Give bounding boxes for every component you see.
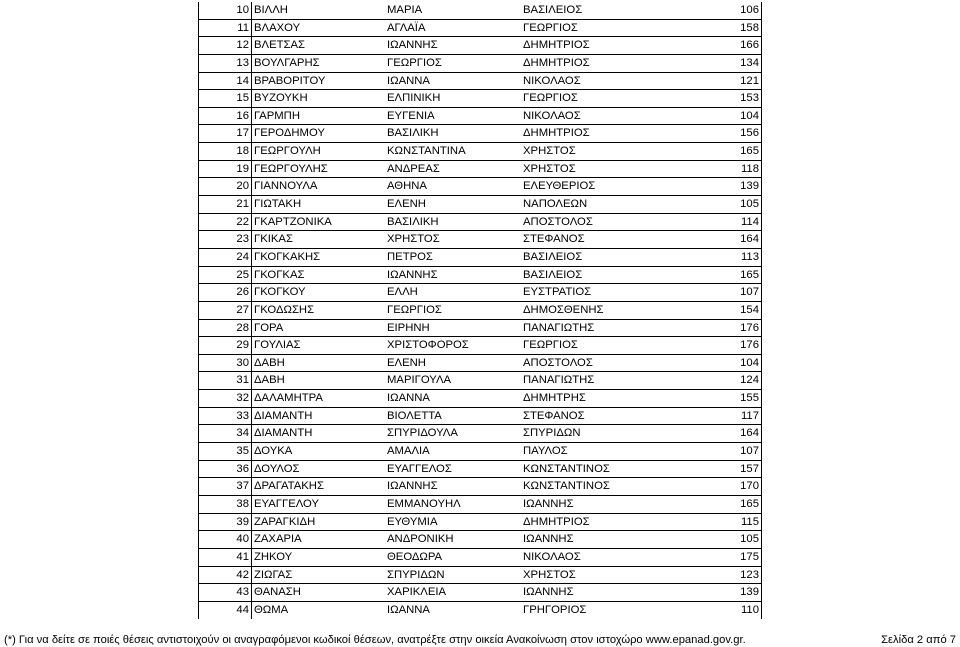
table-row	[199, 337, 761, 355]
father-name-cell: ΕΛΕΥΘΕΡΙΟΣ	[523, 180, 596, 193]
surname-cell: ΔΙΑΜΑΝΤΗ	[251, 425, 385, 442]
surname-cell: ΒΥΖΟΥΚΗ	[251, 90, 385, 107]
position-code-cell: 170	[740, 480, 759, 493]
first-name-cell: ΣΠΥΡΙΔΟΥΛΑ	[387, 427, 458, 440]
first-name-cell: ΘΕΟΔΩΡΑ	[387, 550, 443, 563]
table-row	[199, 408, 761, 426]
first-name-cell: ΓΕΩΡΓΙΟΣ	[387, 56, 442, 69]
position-code-cell: 107	[740, 286, 759, 299]
position-code-cell: 156	[740, 127, 759, 140]
father-name-cell: ΓΕΩΡΓΙΟΣ	[523, 339, 578, 352]
table-row	[199, 55, 761, 73]
position-code-cell: 105	[740, 198, 759, 211]
row-number-cell: 16	[236, 109, 249, 122]
table-row	[199, 443, 761, 461]
row-number-cell: 43	[236, 586, 249, 599]
father-name-cell: ΧΡΗΣΤΟΣ	[523, 568, 576, 581]
first-name-cell: ΒΑΣΙΛΙΚΗ	[387, 215, 439, 228]
position-code-cell: 113	[740, 250, 759, 263]
surname-cell: ΓΙΑΝΝΟΥΛΑ	[251, 178, 385, 195]
father-name-cell: ΔΗΜΗΤΡΙΟΣ	[523, 39, 590, 52]
table-row	[199, 320, 761, 338]
row-number-cell: 42	[236, 568, 249, 581]
position-code-cell: 176	[740, 321, 759, 334]
position-code-cell: 123	[740, 568, 759, 581]
father-name-cell: ΣΤΕΦΑΝΟΣ	[523, 409, 585, 422]
table-row	[199, 602, 761, 620]
father-name-cell: ΒΑΣΙΛΕΙΟΣ	[523, 268, 583, 281]
surname-cell: ΘΩΜΑ	[251, 602, 385, 620]
row-number-cell: 12	[236, 39, 249, 52]
surname-cell: ΘΑΝΑΣΗ	[251, 584, 385, 601]
table-row	[199, 231, 761, 249]
table-row	[199, 478, 761, 496]
table-row	[199, 267, 761, 285]
surname-cell: ΓΕΩΡΓΟΥΛΗ	[251, 143, 385, 160]
father-name-cell: ΠΑΝΑΓΙΩΤΗΣ	[523, 374, 595, 387]
first-name-cell: ΕΥΘΥΜΙΑ	[387, 515, 438, 528]
father-name-cell: ΔΗΜΗΤΡΗΣ	[523, 392, 586, 405]
position-code-cell: 121	[740, 74, 759, 87]
position-code-cell: 153	[740, 92, 759, 105]
surname-cell: ΒΛΑΧΟΥ	[251, 20, 385, 37]
position-code-cell: 175	[740, 550, 759, 563]
position-code-cell: 115	[740, 515, 759, 528]
surname-cell: ΓΑΡΜΠΗ	[251, 108, 385, 125]
surname-cell: ΓΚΟΓΚΑΣ	[251, 267, 385, 284]
father-name-cell: ΒΑΣΙΛΕΙΟΣ	[523, 250, 583, 263]
row-number-cell: 19	[236, 162, 249, 175]
father-name-cell: ΑΠΟΣΤΟΛΟΣ	[523, 215, 593, 228]
surname-cell: ΓΟΥΛΙΑΣ	[251, 337, 385, 354]
first-name-cell: ΑΝΔΡΟΝΙΚΗ	[387, 533, 454, 546]
father-name-cell: ΝΙΚΟΛΑΟΣ	[523, 550, 581, 563]
position-code-cell: 157	[740, 462, 759, 475]
table-row	[199, 73, 761, 91]
surname-cell: ΓΟΡΑ	[251, 320, 385, 337]
first-name-cell: ΧΡΗΣΤΟΣ	[387, 233, 440, 246]
first-name-cell: ΕΥΑΓΓΕΛΟΣ	[387, 462, 452, 475]
table-row	[199, 390, 761, 408]
table-row	[199, 567, 761, 585]
father-name-cell: ΔΗΜΗΤΡΙΟΣ	[523, 515, 590, 528]
father-name-cell: ΙΩΑΝΝΗΣ	[523, 586, 574, 599]
table-row	[199, 161, 761, 179]
surname-cell: ΔΙΑΜΑΝΤΗ	[251, 408, 385, 425]
row-number-cell: 23	[236, 233, 249, 246]
father-name-cell: ΔΗΜΗΤΡΙΟΣ	[523, 56, 590, 69]
position-code-cell: 104	[740, 356, 759, 369]
row-number-cell: 44	[236, 603, 249, 616]
father-name-cell: ΔΗΜΗΤΡΙΟΣ	[523, 127, 590, 140]
table-row	[199, 284, 761, 302]
row-number-cell: 26	[236, 286, 249, 299]
father-name-cell: ΒΑΣΙΛΕΙΟΣ	[523, 4, 583, 16]
row-number-cell: 10	[236, 4, 249, 16]
first-name-cell: ΑΝΔΡΕΑΣ	[387, 162, 440, 175]
table-row	[199, 143, 761, 161]
table-row	[199, 531, 761, 549]
first-name-cell: ΒΙΟΛΕΤΤΑ	[387, 409, 442, 422]
position-code-cell: 118	[740, 162, 759, 175]
surname-cell: ΓΚΟΔΩΣΗΣ	[251, 302, 385, 319]
surname-cell: ΔΑΛΑΜΗΤΡΑ	[251, 390, 385, 407]
position-code-cell: 139	[740, 180, 759, 193]
father-name-cell: ΙΩΑΝΝΗΣ	[523, 497, 574, 510]
table-row	[199, 372, 761, 390]
table-row	[199, 584, 761, 602]
surname-cell: ΖΗΚΟΥ	[251, 549, 385, 566]
row-number-cell: 22	[236, 215, 249, 228]
first-name-cell: ΧΑΡΙΚΛΕΙΑ	[387, 586, 447, 599]
row-number-cell: 38	[236, 497, 249, 510]
first-name-cell: ΕΛΛΗ	[387, 286, 418, 299]
position-code-cell: 107	[740, 445, 759, 458]
row-number-cell: 40	[236, 533, 249, 546]
father-name-cell: ΓΕΩΡΓΙΟΣ	[523, 92, 578, 105]
row-number-cell: 15	[236, 92, 249, 105]
row-number-cell: 13	[236, 56, 249, 69]
table-row	[199, 2, 761, 20]
surname-cell: ΖΙΩΓΑΣ	[251, 567, 385, 584]
first-name-cell: ΙΩΑΝΝΗΣ	[387, 480, 438, 493]
position-code-cell: 165	[740, 145, 759, 158]
father-name-cell: ΝΙΚΟΛΑΟΣ	[523, 109, 581, 122]
row-number-cell: 20	[236, 180, 249, 193]
row-number-cell: 32	[236, 392, 249, 405]
table-row	[199, 90, 761, 108]
first-name-cell: ΠΕΤΡΟΣ	[387, 250, 433, 263]
table-row	[199, 496, 761, 514]
first-name-cell: ΕΛΕΝΗ	[387, 356, 426, 369]
position-code-cell: 158	[740, 21, 759, 34]
row-number-cell: 36	[236, 462, 249, 475]
row-number-cell: 14	[236, 74, 249, 87]
father-name-cell: ΓΕΩΡΓΙΟΣ	[523, 21, 578, 34]
row-number-cell: 35	[236, 445, 249, 458]
position-code-cell: 155	[740, 392, 759, 405]
surname-cell: ΕΥΑΓΓΕΛΟΥ	[251, 496, 385, 513]
first-name-cell: ΕΜΜΑΝΟΥΗΛ	[387, 497, 461, 510]
table-row	[199, 214, 761, 232]
table-row	[199, 249, 761, 267]
position-code-cell: 124	[740, 374, 759, 387]
father-name-cell: ΚΩΝΣΤΑΝΤΙΝΟΣ	[523, 480, 610, 493]
table-row	[199, 108, 761, 126]
position-code-cell: 166	[740, 39, 759, 52]
surname-cell: ΔΡΑΓΑΤΑΚΗΣ	[251, 478, 385, 495]
row-number-cell: 25	[236, 268, 249, 281]
position-code-cell: 117	[740, 409, 759, 422]
father-name-cell: ΙΩΑΝΝΗΣ	[523, 533, 574, 546]
first-name-cell: ΕΛΕΝΗ	[387, 198, 426, 211]
surname-cell: ΔΟΥΚΑ	[251, 443, 385, 460]
position-code-cell: 139	[740, 586, 759, 599]
first-name-cell: ΑΘΗΝΑ	[387, 180, 427, 193]
row-number-cell: 28	[236, 321, 249, 334]
table-row	[199, 355, 761, 373]
surname-cell: ΖΑΡΑΓΚΙΔΗ	[251, 514, 385, 531]
surname-cell: ΔΟΥΛΟΣ	[251, 461, 385, 478]
row-number-cell: 27	[236, 303, 249, 316]
page-footer	[0, 633, 960, 647]
table-row	[199, 514, 761, 532]
position-code-cell: 114	[740, 215, 759, 228]
position-code-cell: 176	[740, 339, 759, 352]
first-name-cell: ΚΩΝΣΤΑΝΤΙΝΑ	[387, 145, 466, 158]
surname-cell: ΖΑΧΑΡΙΑ	[251, 531, 385, 548]
table-row	[199, 178, 761, 196]
father-name-cell: ΠΑΥΛΟΣ	[523, 445, 568, 458]
position-code-cell: 105	[740, 533, 759, 546]
row-number-cell: 41	[236, 550, 249, 563]
row-number-cell: 24	[236, 250, 249, 263]
father-name-cell: ΑΠΟΣΤΟΛΟΣ	[523, 356, 593, 369]
surname-cell: ΓΚΙΚΑΣ	[251, 231, 385, 248]
first-name-cell: ΙΩΑΝΝΑ	[387, 74, 430, 87]
row-number-cell: 31	[236, 374, 249, 387]
position-code-cell: 106	[740, 4, 759, 16]
first-name-cell: ΜΑΡΙΓΟΥΛΑ	[387, 374, 452, 387]
row-number-cell: 37	[236, 480, 249, 493]
row-number-cell: 33	[236, 409, 249, 422]
father-name-cell: ΔΗΜΟΣΘΕΝΗΣ	[523, 303, 604, 316]
table-row	[199, 20, 761, 38]
surname-cell: ΔΑΒΗ	[251, 372, 385, 389]
candidates-table	[198, 2, 762, 619]
first-name-cell: ΧΡΙΣΤΟΦΟΡΟΣ	[387, 339, 469, 352]
table-row	[199, 196, 761, 214]
first-name-cell: ΑΓΛΑΪΑ	[387, 21, 426, 34]
first-name-cell: ΙΩΑΝΝΑ	[387, 603, 430, 616]
row-number-cell: 11	[237, 21, 249, 34]
first-name-cell: ΜΑΡΙΑ	[387, 4, 423, 16]
row-number-cell: 17	[236, 127, 249, 140]
table-row	[199, 549, 761, 567]
father-name-cell: ΣΤΕΦΑΝΟΣ	[523, 233, 585, 246]
row-number-cell: 34	[236, 427, 249, 440]
father-name-cell: ΕΥΣΤΡΑΤΙΟΣ	[523, 286, 592, 299]
first-name-cell: ΙΩΑΝΝΗΣ	[387, 39, 438, 52]
table-row	[199, 125, 761, 143]
father-name-cell: ΠΑΝΑΓΙΩΤΗΣ	[523, 321, 595, 334]
position-code-cell: 165	[740, 268, 759, 281]
father-name-cell: ΧΡΗΣΤΟΣ	[523, 162, 576, 175]
surname-cell: ΓΕΩΡΓΟΥΛΗΣ	[251, 161, 385, 178]
row-number-cell: 29	[236, 339, 249, 352]
position-code-cell: 164	[740, 427, 759, 440]
surname-cell: ΓΚΟΓΚΑΚΗΣ	[251, 249, 385, 266]
father-name-cell: ΚΩΝΣΤΑΝΤΙΝΟΣ	[523, 462, 610, 475]
first-name-cell: ΕΙΡΗΝΗ	[387, 321, 430, 334]
surname-cell: ΓΙΩΤΑΚΗ	[251, 196, 385, 213]
surname-cell: ΒΟΥΛΓΑΡΗΣ	[251, 55, 385, 72]
position-code-cell: 165	[740, 497, 759, 510]
position-code-cell: 154	[740, 303, 759, 316]
first-name-cell: ΓΕΩΡΓΙΟΣ	[387, 303, 442, 316]
first-name-cell: ΙΩΑΝΝΑ	[387, 392, 430, 405]
row-number-cell: 39	[236, 515, 249, 528]
footer-note: (*) Για να δείτε σε ποιές θέσεις αντιστοιχούν οι αναγραφόμενοι κωδικοί θέσεων, ανατρέξτε στην οικεία Ανακοίνωση στον ιστοχώρο www.epanad.gov.gr.	[4, 634, 746, 646]
first-name-cell: ΕΥΓΕΝΙΑ	[387, 109, 435, 122]
surname-cell: ΒΙΛΛΗ	[251, 2, 385, 19]
first-name-cell: ΒΑΣΙΛΙΚΗ	[387, 127, 439, 140]
position-code-cell: 104	[740, 109, 759, 122]
row-number-cell: 30	[236, 356, 249, 369]
first-name-cell: ΑΜΑΛΙΑ	[387, 445, 430, 458]
surname-cell: ΒΛΕΤΣΑΣ	[251, 37, 385, 54]
first-name-cell: ΣΠΥΡΙΔΩΝ	[387, 568, 445, 581]
first-name-cell: ΕΛΠΙΝΙΚΗ	[387, 92, 441, 105]
position-code-cell: 134	[740, 56, 759, 69]
first-name-cell: ΙΩΑΝΝΗΣ	[387, 268, 438, 281]
table-row	[199, 461, 761, 479]
page-number: Σελίδα 2 από 7	[881, 634, 956, 646]
surname-cell: ΔΑΒΗ	[251, 355, 385, 372]
father-name-cell: ΣΠΥΡΙΔΩΝ	[523, 427, 581, 440]
father-name-cell: ΓΡΗΓΟΡΙΟΣ	[523, 603, 587, 616]
surname-cell: ΒΡΑΒΟΡΙΤΟΥ	[251, 73, 385, 90]
father-name-cell: ΝΙΚΟΛΑΟΣ	[523, 74, 581, 87]
table-row	[199, 302, 761, 320]
father-name-cell: ΧΡΗΣΤΟΣ	[523, 145, 576, 158]
row-number-cell: 21	[236, 198, 249, 211]
father-name-cell: ΝΑΠΟΛΕΩΝ	[523, 198, 588, 211]
table-row	[199, 37, 761, 55]
table-row	[199, 425, 761, 443]
surname-cell: ΓΚΟΓΚΟΥ	[251, 284, 385, 301]
row-number-cell: 18	[236, 145, 249, 158]
position-code-cell: 164	[740, 233, 759, 246]
surname-cell: ΓΕΡΟΔΗΜΟΥ	[251, 125, 385, 142]
surname-cell: ΓΚΑΡΤΖΟΝΙΚΑ	[251, 214, 385, 231]
position-code-cell: 110	[740, 603, 759, 616]
